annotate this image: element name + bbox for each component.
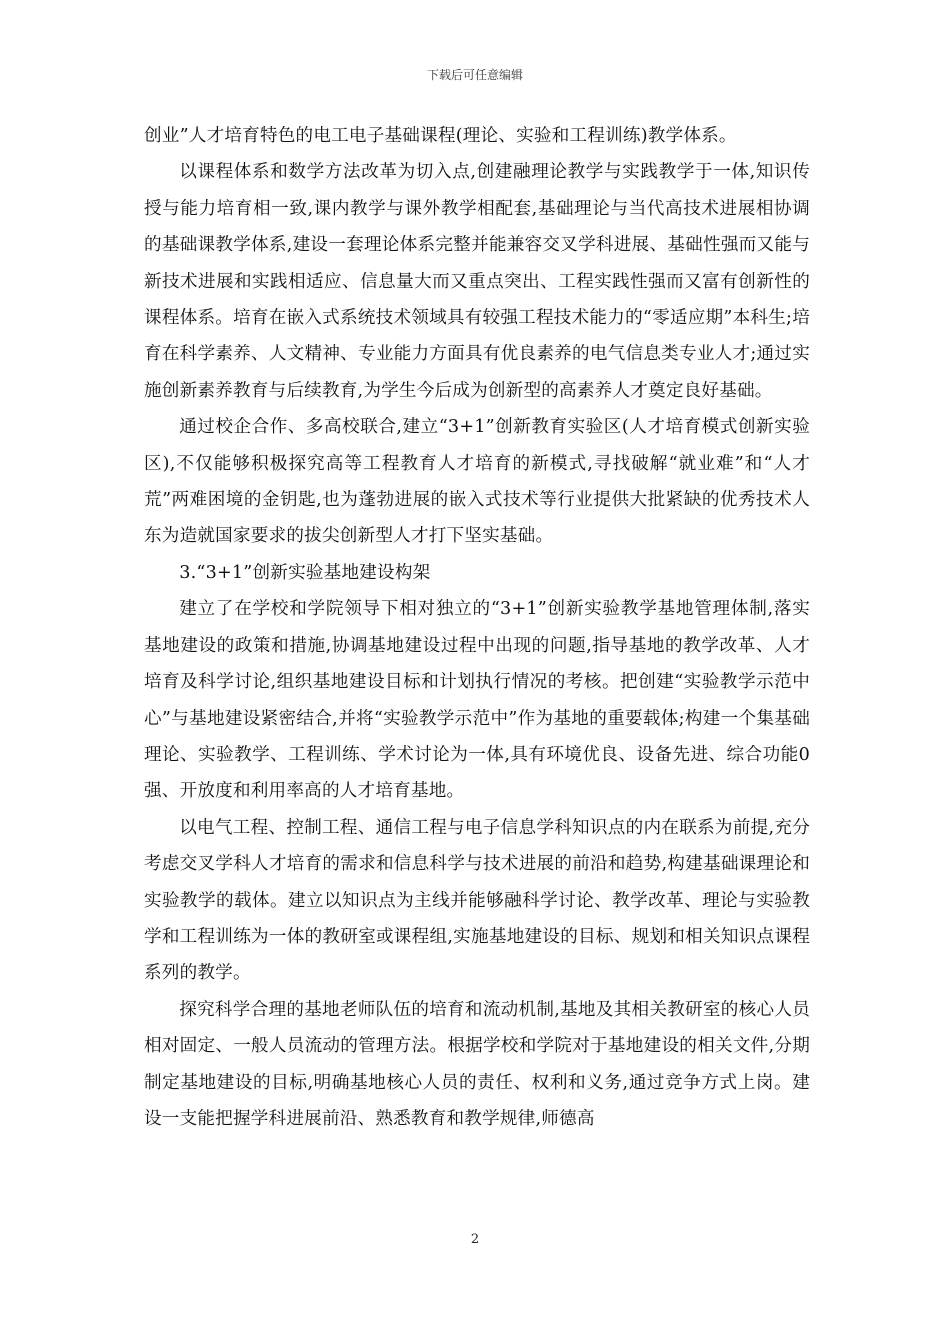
document-body: [144, 118, 810, 1137]
page-number: 2: [470, 1232, 480, 1247]
section-heading: 3.“3+1”创新实验基地建设构架: [179, 562, 431, 583]
paragraph-curriculum-reform: 以课程体系和数学方法改革为切入点,创建融理论教学与实践教学于一体,知识传授与能力培育相一致,课内教学与课外教学相配套,基础理论与当代高技术进展相协调的基础课教学体系,建设一套理论体系完整并能兼容交叉学科进展、基础性强而又能与新技术进展和实践相适应、信息量大而又重点突出、工程实践性强而又富有创新性的课程体系。培育在嵌入式系统技术领域具有较强工程技术能力的“零适应期”本科生;培育在科学素养、人文精神、专业能力方面具有优良素养的电气信息类专业人才;通过实施创新素养教育与后续教育,为学生今后成为创新型的高素养人才奠定良好基础。: [144, 162, 810, 401]
paragraph-teacher-team: 探究科学合理的基地老师队伍的培育和流动机制,基地及其相关教研室的核心人员相对固定、一般人员流动的管理方法。根据学校和学院对于基地建设的相关文件,分期制定基地建设的目标,明确基地核心人员的责任、权利和义务,通过竞争方式上岗。建设一支能把握学科进展前沿、熟悉教育和教学规律,师德高: [144, 999, 810, 1129]
paragraph-management-system: 建立了在学校和学院领导下相对独立的“3+1”创新实验教学基地管理体制,落实基地建设的政策和措施,协调基地建设过程中出现的问题,指导基地的教学改革、人才培育及科学讨论,组织基地建设目标和计划执行情况的考核。把创建“实验教学示范中心”与基地建设紧密结合,并将“实验教学示范中”作为基地的重要载体;构建一个集基础理论、实验教学、工程训练、学术讨论为一体,具有环境优良、设备先进、综合功能0强、开放度和利用率高的人才培育基地。: [144, 599, 810, 802]
paragraph-discipline-links: 以电气工程、控制工程、通信工程与电子信息学科知识点的内在联系为前提,充分考虑交叉学科人才培育的需求和信息科学与技术进展的前沿和趋势,构建基础课理论和实验教学的载体。建立以知识点为主线并能够融科学讨论、教学改革、理论与实验教学和工程训练为一体的教研室或课程组,实施基地建设的目标、规划和相关知识点课程系列的教学。: [144, 817, 810, 984]
page-header: 下载后可任意编辑: [426, 68, 523, 82]
paragraph-school-enterprise: 通过校企合作、多高校联合,建立“3+1”创新教育实验区(人才培育模式创新实验区),不仅能够积极探究高等工程教育人才培育的新模式,寻找破解“就业难”和“人才荒”两难困境的金钥匙,也为蓬勃进展的嵌入式技术等行业提供大批紧缺的优秀技术人东为造就国家要求的拔尖创新型人才打下坚实基础。: [144, 417, 810, 547]
paragraph-continuation: 创业”人才培育特色的电工电子基础课程(理论、实验和工程训练)教学体系。: [144, 126, 737, 146]
